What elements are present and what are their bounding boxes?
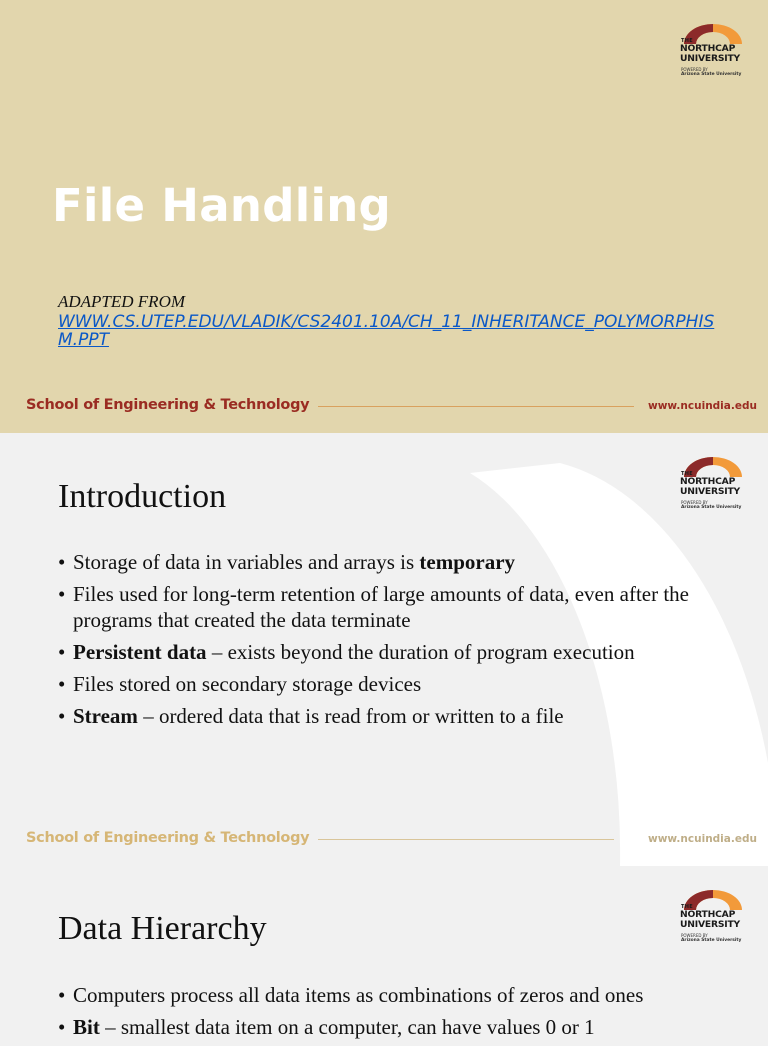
title-slide — [0, 0, 768, 433]
data-hierarchy-slide — [0, 866, 768, 1039]
northcap-university-logo — [678, 888, 748, 952]
footer-url: www.ncuindia.edu — [648, 400, 757, 412]
introduction-slide — [0, 433, 768, 866]
logo-text-powered-by: POWERED BY — [681, 933, 708, 938]
bullet-item: • Storage of data in variables and arrays is temporary — [58, 549, 708, 575]
logo-text-powered-by: POWERED BY — [681, 67, 708, 72]
logo-text-northcap: NORTHCAP — [680, 476, 736, 487]
slide-title: File Handling — [52, 179, 392, 232]
bullet-list — [58, 549, 708, 735]
bullet-item: • Files stored on secondary storage devices — [58, 671, 708, 697]
footer-divider — [318, 839, 614, 840]
logo-text-asu: Arizona State University — [681, 505, 742, 510]
logo-text-the: THE — [681, 904, 693, 910]
footer-url: www.ncuindia.edu — [648, 833, 757, 845]
adapted-from-label: ADAPTED FROM — [58, 292, 186, 311]
bullet-item: • Persistent data – exists beyond the duration of program execution — [58, 639, 708, 665]
logo-text-asu: Arizona State University — [681, 938, 742, 943]
logo-text-the: THE — [681, 471, 693, 477]
logo-text-university: UNIVERSITY — [680, 486, 740, 497]
footer-divider — [318, 406, 634, 407]
bullet-item: • Computers process all data items as combinations of zeros and ones — [58, 982, 708, 1008]
footer-school-name: School of Engineering & Technology — [26, 830, 310, 846]
logo-text-northcap: NORTHCAP — [680, 43, 736, 54]
bullet-item: • Stream – ordered data that is read from or written to a file — [58, 703, 708, 729]
source-link[interactable]: WWW.CS.UTEP.EDU/VLADIK/CS2401.10A/CH_11_INHERITANCE_POLYMORPHISM.PPT — [58, 312, 715, 350]
slide-heading: Data Hierarchy — [58, 910, 267, 947]
logo-text-powered-by: POWERED BY — [681, 500, 708, 505]
bullet-list — [58, 982, 708, 1046]
bullet-item: • Bit – smallest data item on a computer, can have values 0 or 1 — [58, 1014, 708, 1040]
logo-text-university: UNIVERSITY — [680, 53, 740, 64]
logo-text-university: UNIVERSITY — [680, 919, 740, 930]
northcap-university-logo — [678, 22, 748, 86]
logo-text-the: THE — [681, 38, 693, 44]
logo-text-asu: Arizona State University — [681, 72, 742, 77]
northcap-university-logo — [678, 455, 748, 519]
bullet-item: • Files used for long-term retention of large amounts of data, even after the programs that created the data terminate — [58, 581, 708, 633]
slide-heading: Introduction — [58, 478, 227, 515]
logo-text-northcap: NORTHCAP — [680, 909, 736, 920]
footer-school-name: School of Engineering & Technology — [26, 397, 310, 413]
